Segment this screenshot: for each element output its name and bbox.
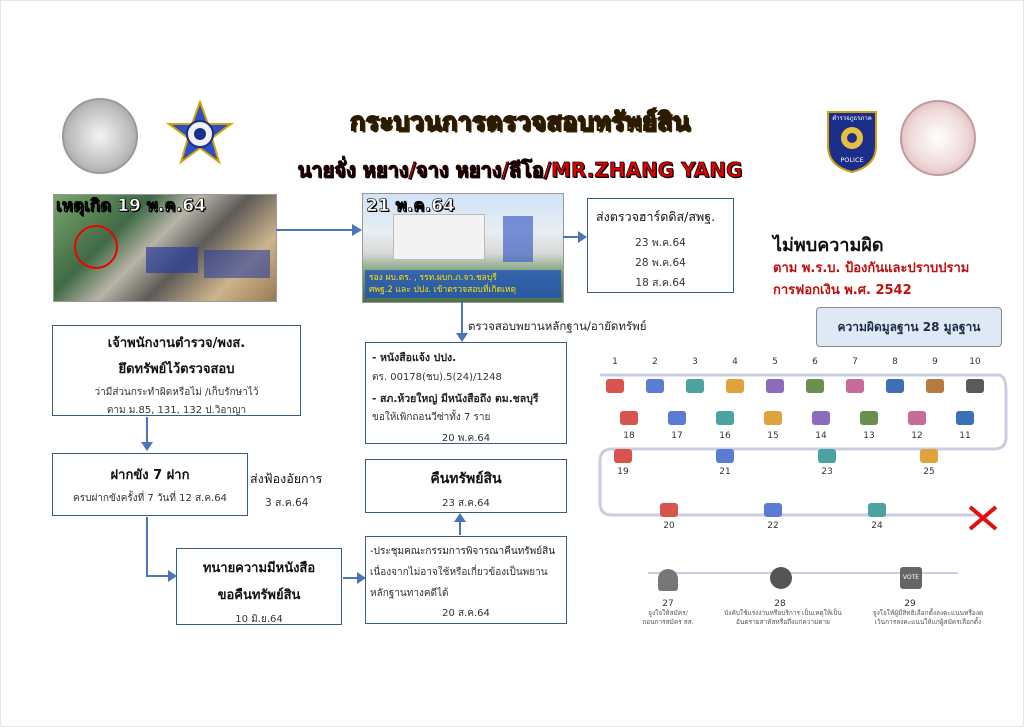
officer-line-2: ยึดทรัพย์ไว้ตรวจสอบ bbox=[118, 362, 235, 377]
offense-icon bbox=[716, 449, 734, 463]
search-caption bbox=[365, 270, 561, 298]
offense-icon bbox=[846, 379, 864, 393]
return-assets-box bbox=[365, 459, 567, 513]
arrow-line bbox=[461, 302, 463, 336]
offense-icon bbox=[860, 411, 878, 425]
person-shape bbox=[503, 216, 533, 262]
node-number: 12 bbox=[911, 431, 923, 441]
node-number: 11 bbox=[959, 431, 971, 441]
predicate-offense-infographic bbox=[598, 345, 1008, 628]
offense-icon bbox=[764, 411, 782, 425]
node-number: 16 bbox=[719, 431, 731, 441]
evidence-item1-head: - หนังสือแจ้ง ปปง. bbox=[372, 352, 457, 364]
node-number: 24 bbox=[871, 521, 883, 531]
node-number: 1 bbox=[612, 357, 618, 367]
node-number: 25 bbox=[923, 467, 935, 477]
officer-detail-2: ตาม ม.85, 131, 132 ป.วิอาญา bbox=[106, 405, 247, 416]
arrow-line bbox=[146, 417, 148, 445]
officer-seizure-box bbox=[52, 325, 301, 416]
ballot-box-icon: VOTE bbox=[900, 567, 922, 589]
node-number: 20 bbox=[663, 521, 675, 531]
arrow-head-icon bbox=[456, 333, 468, 342]
gray-seal-logo bbox=[62, 98, 138, 174]
offense-icon bbox=[920, 449, 938, 463]
offense-icon bbox=[646, 379, 664, 393]
verdict-law bbox=[773, 258, 969, 302]
node-number: 9 bbox=[932, 357, 938, 367]
evidence-item2-head: - สภ.ห้วยใหญ่ มีหนังสือถึง ตม.ชลบุรี bbox=[372, 393, 539, 405]
node-number: 29 bbox=[904, 599, 916, 609]
offense-icon bbox=[614, 449, 632, 463]
node-number: 3 bbox=[692, 357, 698, 367]
node-number: 18 bbox=[623, 431, 635, 441]
house-shape bbox=[393, 214, 485, 260]
arrow-head-icon bbox=[141, 442, 153, 451]
police-shield-icon bbox=[824, 106, 880, 174]
verdict-heading: ไม่พบความผิด bbox=[773, 235, 884, 256]
photo-inset bbox=[204, 250, 270, 278]
node-number: 14 bbox=[815, 431, 827, 441]
node-number: 21 bbox=[719, 467, 731, 477]
verdict-line-2: การฟอกเงิน พ.ศ. 2542 bbox=[773, 283, 912, 298]
committee-box bbox=[365, 536, 567, 624]
offense-icon bbox=[868, 503, 886, 517]
committee-line-1: -ประชุมคณะกรรมการพิจารณาคืนทรัพย์สิน bbox=[370, 546, 556, 557]
arrow-head-icon bbox=[578, 231, 587, 243]
offense-icon bbox=[726, 379, 744, 393]
harddisk-date-1: 23 พ.ค.64 bbox=[635, 237, 686, 249]
node-number: 10 bbox=[969, 357, 981, 367]
verdict-line-1: ตาม พ.ร.บ. ป้องกันและปราบปราม bbox=[773, 261, 970, 276]
offense-icon bbox=[764, 503, 782, 517]
node-number: 19 bbox=[617, 467, 629, 477]
offense-icon bbox=[806, 379, 824, 393]
predicate-offense-label: ความผิดมูลฐาน 28 มูลฐาน bbox=[816, 307, 1002, 347]
harddisk-date-2: 28 พ.ค.64 bbox=[635, 257, 686, 269]
arrow-line bbox=[276, 229, 358, 231]
blue-star-badge-icon bbox=[165, 100, 235, 170]
evidence-item2-detail: ขอให้เพิกถอนวีซ่าทั้ง 7 ราย bbox=[372, 412, 491, 423]
arrow-line bbox=[459, 521, 461, 535]
highlight-circle bbox=[74, 225, 118, 269]
node-number: 8 bbox=[892, 357, 898, 367]
prosecution-label: ส่งฟ้องอัยการ bbox=[250, 471, 323, 486]
red-x-icon bbox=[966, 503, 1000, 533]
incident-date-label: เหตุเกิด 19 พ.ค.64 bbox=[56, 196, 206, 216]
node-number: 4 bbox=[732, 357, 738, 367]
worker-icon bbox=[770, 567, 792, 589]
lawyer-line-2: ขอคืนทรัพย์สิน bbox=[217, 588, 301, 603]
detention-box bbox=[52, 453, 248, 516]
red-seal-logo bbox=[900, 100, 976, 176]
offense-icon bbox=[956, 411, 974, 425]
committee-line-3: หลักฐานทางคดีได้ bbox=[370, 588, 449, 599]
node-number: 28 bbox=[774, 599, 786, 609]
node-number: 13 bbox=[863, 431, 875, 441]
arrow-head-icon bbox=[352, 224, 362, 236]
committee-date: 20 ส.ค.64 bbox=[442, 608, 490, 619]
offense-icon bbox=[606, 379, 624, 393]
person-icon bbox=[658, 569, 678, 591]
node-caption: บังคับใช้แรงงานหรือบริการ เป็นเหตุให้เป็น อันตรายสาหัสหรือถึงแก่ความตาย bbox=[724, 609, 842, 626]
node-number: 6 bbox=[812, 357, 818, 367]
offense-icon bbox=[812, 411, 830, 425]
officer-line-1: เจ้าพนักงานตำรวจ/พงส. bbox=[107, 336, 246, 351]
node-caption: จูงใจให้ผู้มีสิทธิเลือกตั้งลงคะแนนหรืองด เว้นการลงคะแนนให้แก่ผู้สมัครเลือกตั้ง bbox=[872, 609, 984, 626]
page-title: กระบวนการตรวจสอบทรัพย์สิน bbox=[349, 107, 691, 136]
search-caption-line1: รอง ผบ.ตร. , รรท.ผบก.ภ.จว.ชลบุรี bbox=[369, 273, 497, 283]
search-date-label: 21 พ.ค.64 bbox=[366, 196, 455, 216]
evidence-box bbox=[365, 342, 567, 444]
harddisk-box bbox=[587, 198, 734, 293]
lawyer-date: 10 มิ.ย.64 bbox=[235, 614, 283, 625]
node-caption: จูงใจให้สมัคร/ ถอนการสมัคร สส. bbox=[642, 609, 694, 626]
evidence-label: ตรวจสอบพยานหลักฐาน/อายัดทรัพย์ bbox=[468, 319, 647, 333]
offense-icon bbox=[660, 503, 678, 517]
photo-inset bbox=[146, 247, 198, 273]
node-number: 23 bbox=[821, 467, 833, 477]
detention-detail: ครบฝากขังครั้งที่ 7 วันที่ 12 ส.ค.64 bbox=[73, 493, 227, 504]
offense-icon bbox=[926, 379, 944, 393]
police-badge-label: POLICE bbox=[840, 156, 864, 164]
node-number: 15 bbox=[767, 431, 779, 441]
evidence-item1-detail: ตร. 00178(ชบ).5(24)/1248 bbox=[372, 372, 502, 383]
arrow-line bbox=[146, 517, 148, 576]
offense-icon bbox=[668, 411, 686, 425]
harddisk-date-3: 18 ส.ค.64 bbox=[635, 277, 686, 289]
return-assets-date: 23 ส.ค.64 bbox=[442, 498, 490, 509]
node-number: 7 bbox=[852, 357, 858, 367]
offense-icon bbox=[716, 411, 734, 425]
lawyer-line-1: ทนายความมีหนังสือ bbox=[202, 561, 316, 576]
police-logo-text: ตำรวจภูธรภาค bbox=[832, 115, 872, 122]
return-assets-heading: คืนทรัพย์สิน bbox=[430, 471, 502, 487]
evidence-date: 20 พ.ค.64 bbox=[441, 433, 491, 444]
offense-icon bbox=[620, 411, 638, 425]
harddisk-heading: ส่งตรวจฮาร์ดดิส/สพฐ. bbox=[596, 209, 716, 224]
prosecution-date: 3 ส.ค.64 bbox=[265, 497, 309, 509]
node-number: 22 bbox=[767, 521, 779, 531]
lawyer-box bbox=[176, 548, 342, 625]
committee-line-2: เนื่องจากไม่อาจใช้หรือเกี่ยวข้องเป็นพยาน bbox=[370, 567, 548, 578]
offense-icon bbox=[966, 379, 984, 393]
node-number: 27 bbox=[662, 599, 674, 609]
node-number: 2 bbox=[652, 357, 658, 367]
node-number: 17 bbox=[671, 431, 683, 441]
offense-icon bbox=[908, 411, 926, 425]
offense-icon bbox=[766, 379, 784, 393]
harddisk-dates bbox=[588, 233, 733, 293]
officer-detail-1: ว่ามีส่วนกระทำผิดหรือไม่ /เก็บรักษาไว้ bbox=[94, 387, 259, 398]
detention-heading: ฝากขัง 7 ฝาก bbox=[110, 468, 190, 483]
offense-icon bbox=[886, 379, 904, 393]
node-number: 5 bbox=[772, 357, 778, 367]
arrow-head-icon bbox=[454, 513, 466, 522]
suspect-name: นายจั่ง หยาง/จาง หยาง/ลีโอ/MR.ZHANG YANG bbox=[297, 158, 743, 182]
offense-icon bbox=[818, 449, 836, 463]
search-caption-line2: ศพฐ.2 และ ปปง. เข้าตรวจสอบที่เกิดเหตุ bbox=[369, 285, 517, 295]
offense-icon bbox=[686, 379, 704, 393]
